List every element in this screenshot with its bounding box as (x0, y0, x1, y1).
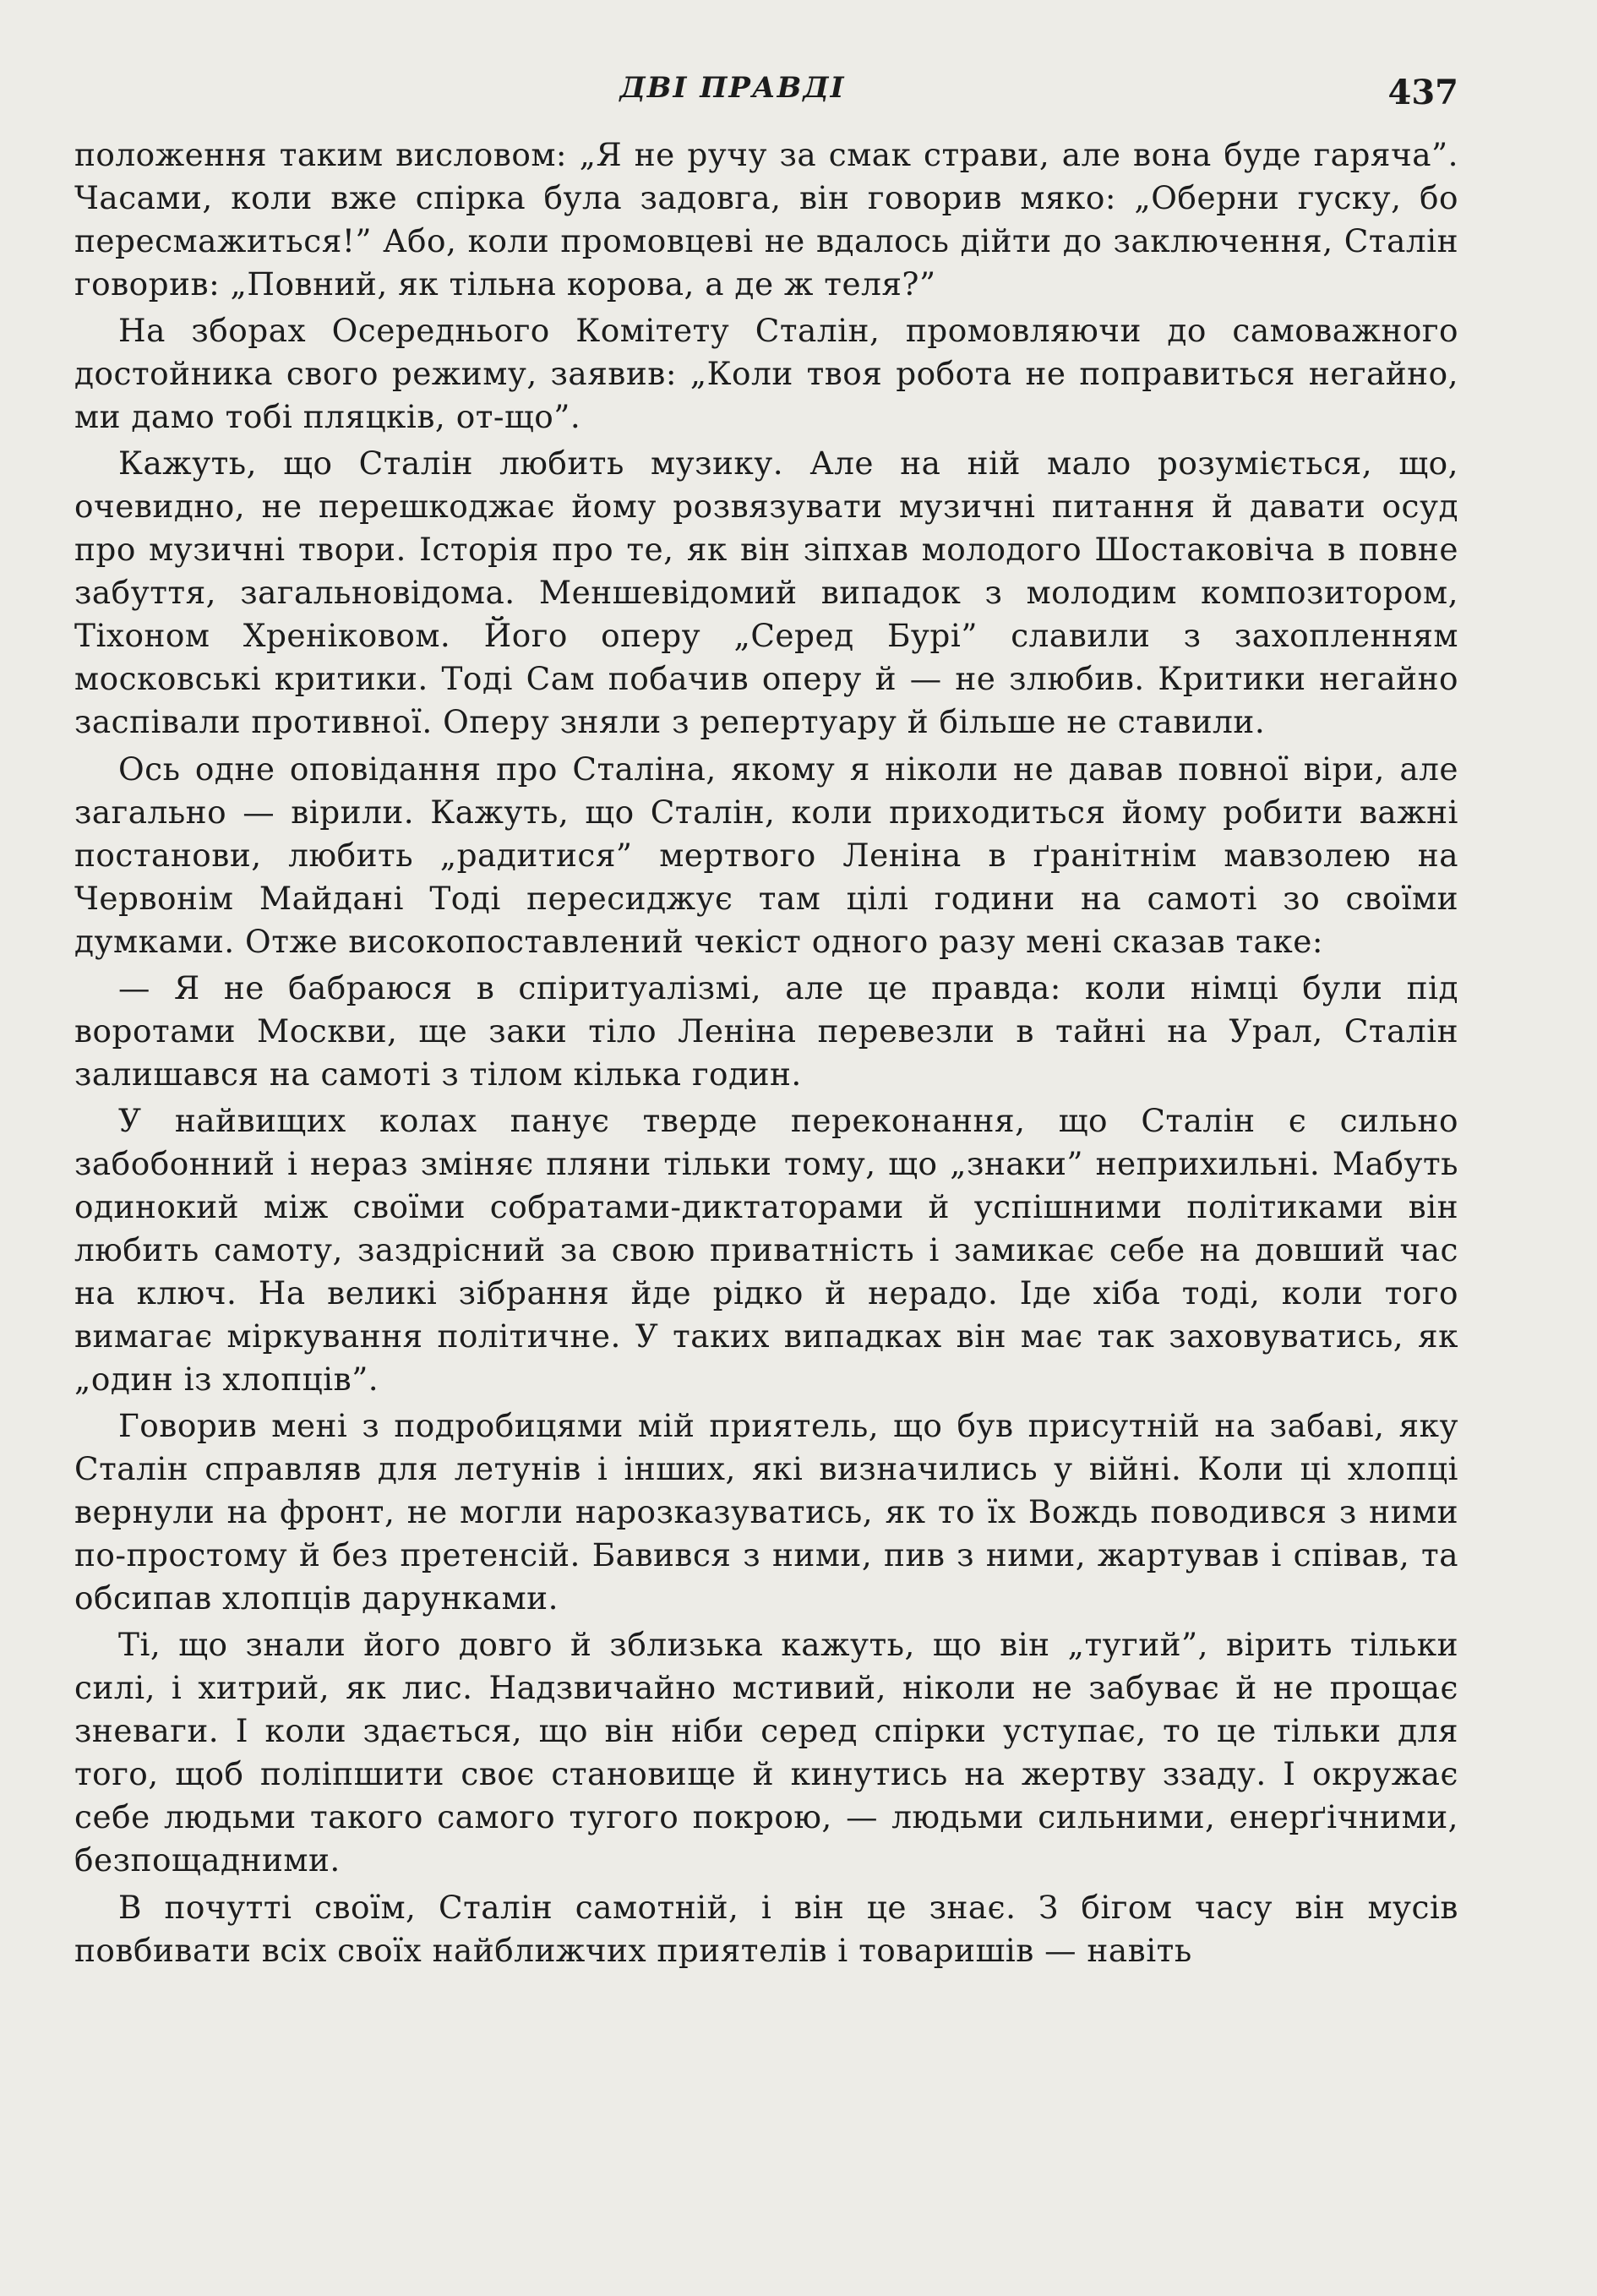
running-title: ДВІ ПРАВДІ (619, 71, 846, 105)
page-number: 437 (1387, 73, 1458, 112)
paragraph: Ті, що знали його довго й зблизька кажуть, що він „тугий”, вірить тільки силі, і хитрий, як лис. Надзвичайно мстивий, ніколи не забуває й не прощає зневаги. І коли здається, що він ніби серед спірки уступає, то це тільки для того, щоб поліпшити своє становище й кинутись на жертву ззаду. І окружає себе людьми такого самого тугого покрою, — людьми сильними, енерґічними, безпощадними. (74, 1626, 1458, 1879)
running-header (74, 57, 1458, 134)
paragraph: У найвищих колах панує тверде переконання, що Сталін є сильно забобонний і нераз зміняє пляни тільки тому, що „знаки” неприхильні. Мабуть одинокий між своїми собратами-диктаторами й успішними політиками він любить самоту, заздрісний за свою приватність і замикає себе на довший час на ключ. На великі зібрання йде рідко й нерадо. Іде хіба тоді, коли того вимагає міркування політичне. У таких випадках він має так заховуватись, як „один із хлопців”. (74, 1101, 1458, 1398)
paragraph: На зборах Осереднього Комітету Сталін, промовляючи до самоважного достойника свого режиму, заявив: „Коли твоя робота не поправиться негайно, ми дамо тобі пляцків, от-що”. (74, 312, 1458, 436)
paragraph: положення таким висловом: „Я не ручу за смак страви, але вона буде гаряча”. Часами, коли вже спірка була задовга, він говорив мяко: „Оберни гуску, бо пересмажиться!” Або, коли промовцеві не вдалось дійти до заключення, Сталін говорив: „Повний, як тільна корова, а де ж теля?” (74, 136, 1458, 303)
paragraph: Кажуть, що Сталін любить музику. Але на ній мало розуміється, що, очевидно, не перешкоджає йому розвязувати музичні питання й давати осуд про музичні твори. Історія про те, як він зіпхав молодого Шостаковіча в повне забуття, загальновідома. Меншевідомий випадок з молодим композитором, Тіхоном Хреніковом. Його оперу „Серед Бурі” славили з захопленням московські критики. Тоді Сам побачив оперу й — не злюбив. Критики негайно заспівали противної. Оперу зняли з репертуару й більше не ставили. (74, 444, 1458, 741)
body-text (74, 134, 1458, 1972)
paragraph: — Я не бабраюся в спіритуалізмі, але це правда: коли німці були під воротами Москви, ще заки тіло Леніна перевезли в тайні на Урал, Сталін залишався на самоті з тілом кілька годин. (74, 968, 1458, 1093)
paragraph: Ось одне оповідання про Сталіна, якому я ніколи не давав повної віри, але загально — вірили. Кажуть, що Сталін, коли приходиться йому робити важні постанови, любить „радитися” мертвого Леніна в ґранітнім мавзолею на Червонім Майдані Тоді пересиджує там цілі години на самоті зо своїми думками. Отже високопоставлений чекіст одного разу мені сказав таке: (74, 750, 1458, 960)
paragraph: Говорив мені з подробицями мій приятель, що був присутній на забаві, яку Сталін справляв для летунів і інших, які визначились у війні. Коли ці хлопці вернули на фронт, не могли нарозказуватись, як то їх Вождь поводився з ними по-простому й без претенсій. Бавився з ними, пив з ними, жартував і співав, та обсипав хлопців дарунками. (74, 1407, 1458, 1617)
paragraph: В почутті своїм, Сталін самотній, і він це знає. З бігом часу він мусів повбивати всіх своїх найближчих приятелів і товаришів — навіть (74, 1888, 1458, 1969)
